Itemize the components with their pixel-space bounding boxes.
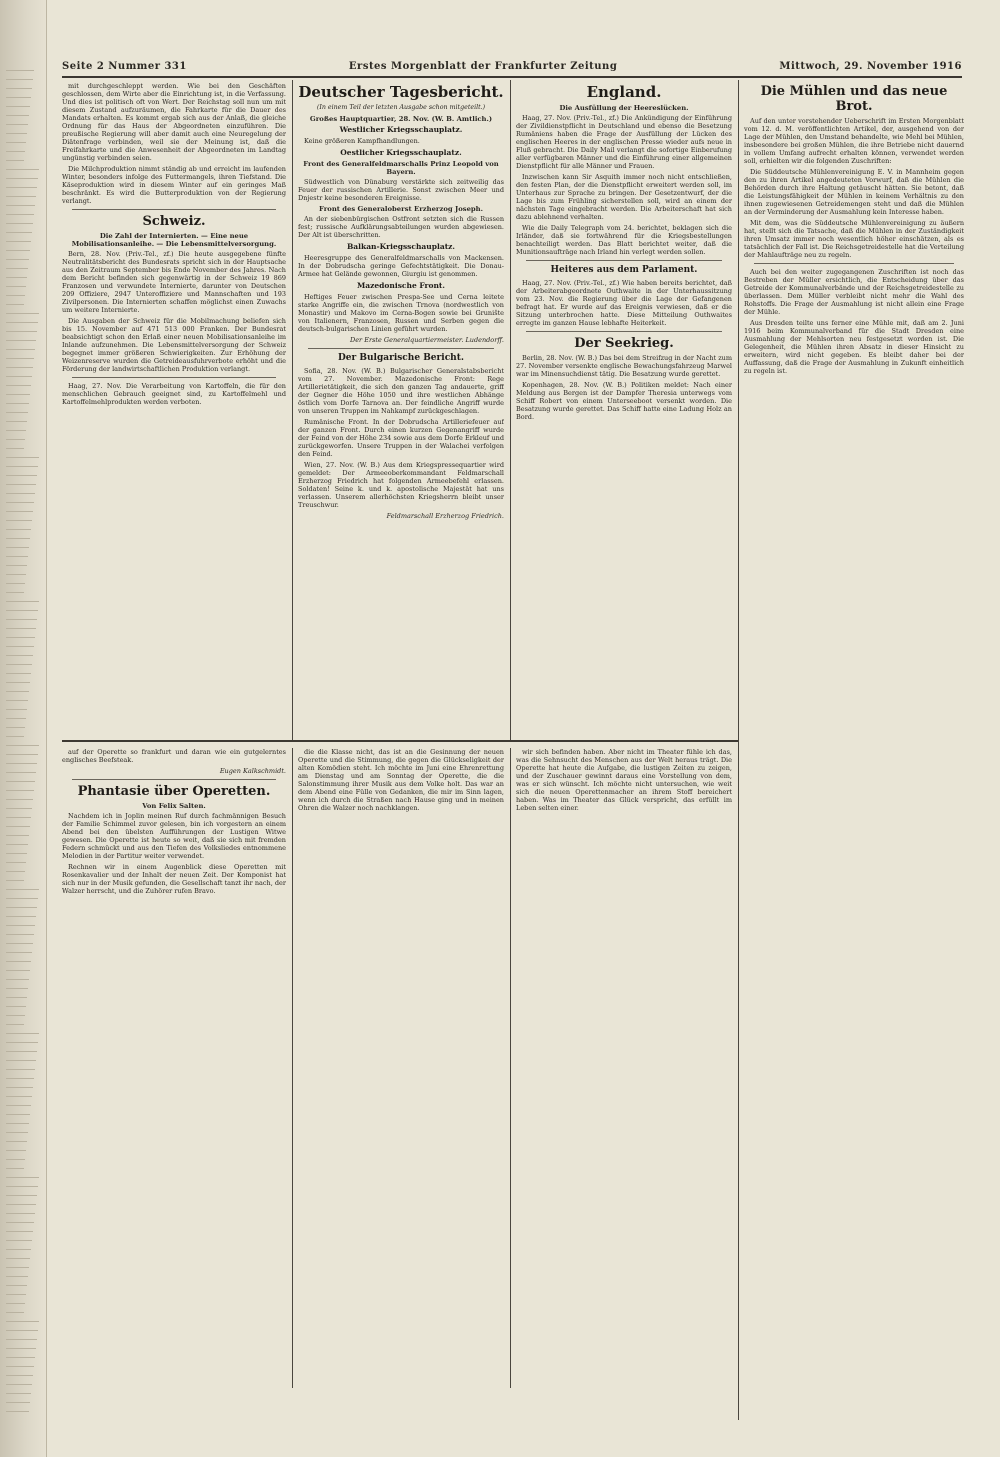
headline-england: England. — [586, 83, 662, 101]
edge-text-line — [6, 1177, 39, 1178]
edge-text-line — [6, 682, 30, 683]
text-england-1: Haag, 27. Nov. (Priv.-Tel., zf.) Die Ankündigung der Einführung der Zivildienstpflicht in Deutschland und ebenso die Besetzung Rumäniens haben die Frage der Ausfüllung der Lücken des englischen Heeres in der englischen Presse wieder aufs neue in Fluß gebracht. Die Daily Mail verlangt die sofortige Einberufung aller verfügbaren Männer und die Einführung einer allgemeinen Dienstpflicht für alle Männer und Frauen. — [516, 114, 732, 170]
text-parlament: Haag, 27. Nov. (Priv.-Tel., zf.) Wie haben bereits berichtet, daß der Arbeiterabgeordnete Outhwaite in der Unterhaussitzung vom 23. Nov. die Regierung über die Lage der Gefangenen befragt hat. Er wurde auf das Ereignis verwiesen, daß er die Sitzung unterbrochen hatte. Diese Mitteilung Outhwaites erregte im ganzen Hause lebhafte Heiterkeit. — [516, 279, 732, 327]
edge-text-line — [6, 1285, 27, 1286]
edge-text-line — [6, 1006, 26, 1007]
edge-text-line — [6, 1150, 26, 1151]
edge-text-line — [6, 1222, 34, 1223]
edge-text-line — [6, 871, 25, 872]
edge-text-line — [6, 925, 35, 926]
author-operetten: Von Felix Salten. — [142, 802, 206, 810]
divider — [72, 377, 276, 378]
feuilleton-rule-2 — [510, 748, 511, 1388]
edge-text-line — [6, 1096, 32, 1097]
edge-text-line — [6, 1060, 36, 1061]
edge-text-line — [6, 1294, 26, 1295]
edge-text-line — [6, 493, 35, 494]
edge-text-line — [6, 1186, 38, 1187]
heading-balkan: Balkan-Kriegsschauplatz. — [346, 242, 456, 251]
feuilleton-rule-1 — [292, 748, 293, 1388]
edge-text-line — [6, 772, 36, 773]
divider — [526, 331, 722, 332]
edge-text-line — [6, 385, 31, 386]
edge-text-line — [6, 844, 28, 845]
heading-east: Oestlicher Kriegsschauplatz. — [340, 148, 462, 157]
divider — [526, 260, 722, 261]
edge-text-line — [6, 610, 38, 611]
edge-text-line — [6, 709, 27, 710]
edge-text-line — [6, 727, 25, 728]
edge-text-line — [6, 1321, 39, 1322]
edge-text-line — [6, 520, 32, 521]
edge-text-line — [6, 1141, 27, 1142]
headline-operetten: Phantasie über Operetten. — [77, 784, 271, 799]
subheading-schweiz: Die Zahl der Internierten. — Eine neue Mobilisationsanleihe. — Die Lebensmittelversorgung. — [71, 232, 277, 248]
edge-text-line — [6, 547, 29, 548]
edge-text-line — [6, 475, 37, 476]
edge-text-line — [6, 700, 28, 701]
edge-text-line — [6, 691, 29, 692]
edge-text-line — [6, 1204, 36, 1205]
edge-text-line — [6, 1339, 37, 1340]
column-3 — [516, 82, 732, 732]
edge-text-line — [6, 142, 26, 143]
text-muehlen-2: Die Süddeutsche Mühlenvereinigung E. V. in Mannheim gegen den zu ihren Artikel angedeuteten Vorwurf, daß die Mühlen die Behörden durch ihre Haltung getäuscht hätten. Sie betont, daß die Leistungsfähigkeit der Mühlen in keinem Verhältnis zu den ihnen zugewiesenen Getreidemengen steht und daß die Mühlen an der Verminderung der Ausmahlung kein Interesse haben. — [744, 168, 964, 216]
edge-text-line — [6, 1384, 32, 1385]
edge-text-line — [6, 511, 33, 512]
text-seekrieg-1: Berlin, 28. Nov. (W. B.) Das bei dem Streifzug in der Nacht zum 27. November versenkte englische Bewachungsfahrzeug Marwel war im Minensuchdienst tätig. Die Besatzung wurde gerettet. — [516, 354, 732, 378]
edge-text-line — [6, 448, 24, 449]
column-1 — [62, 82, 286, 732]
edge-text-line — [6, 1015, 25, 1016]
edge-text-line — [6, 178, 38, 179]
edge-text-line — [6, 1366, 34, 1367]
edge-text-line — [6, 457, 39, 458]
edge-text-line — [6, 538, 30, 539]
edge-text-line — [6, 853, 27, 854]
feuilleton-column-2 — [298, 748, 504, 1388]
masthead-page-number: Seite 2 Nummer 331 — [62, 60, 187, 72]
edge-text-line — [6, 583, 25, 584]
edge-text-line — [6, 466, 38, 467]
column-4 — [744, 82, 964, 1412]
edge-text-line — [6, 529, 31, 530]
article-kartoffel: Haag, 27. Nov. Die Verarbeitung von Kartoffeln, die für den menschlichen Gebrauch geeignet sind, zu Kartoffelmehl und Kartoffelmehlprodukten werden verboten. — [62, 382, 286, 406]
text-mazedonien: Heftiges Feuer zwischen Prespa-See und Cerna leitete starke Angriffe ein, die zwischen Trnova (nordwestlich von Monastir) und Makovo im Cerna-Bogen sowie bei Grunište von Italienern, Franzosen, Russen und Serben gegen die deutsch-bulgarischen Linien geführt wurden. — [298, 293, 504, 333]
signature-friedrich: Feldmarschall Erzherzog Friedrich. — [386, 512, 504, 520]
edge-text-line — [6, 412, 28, 413]
edge-text-line — [6, 1330, 38, 1331]
edge-text-line — [6, 421, 27, 422]
edge-text-line — [6, 151, 25, 152]
headline-muehlen: Die Mühlen und das neue Brot. — [760, 84, 948, 114]
edge-text-line — [6, 565, 27, 566]
column-rule-2 — [510, 80, 511, 740]
edge-text-line — [6, 340, 36, 341]
edge-text-line — [6, 502, 34, 503]
text-rumaenisch: Rumänische Front. In der Dobrudscha Artilleriefeuer auf der ganzen Front. Durch einen kurzen Gegenangriff wurde der Feind von der Höhe 234 sowie aus dem Dorfe Erkleuf und zurückgeworfen. Unsere Truppen in der Walachei verfolgen den Feind. — [298, 418, 504, 458]
edge-text-line — [6, 628, 36, 629]
edge-text-line — [6, 394, 30, 395]
edge-text-line — [6, 439, 25, 440]
note-tagesbericht: (In einem Teil der letzten Ausgabe schon mitgeteilt.) — [316, 104, 486, 111]
edge-text-line — [6, 979, 29, 980]
edge-text-line — [6, 322, 38, 323]
edge-text-line — [6, 223, 33, 224]
divider — [72, 209, 276, 210]
signature-kalkschmidt: Eugen Kalkschmidt. — [219, 767, 286, 775]
edge-text-line — [6, 862, 26, 863]
edge-text-line — [6, 592, 24, 593]
edge-text-line — [6, 349, 35, 350]
edge-text-line — [6, 1159, 25, 1160]
text-muehlen-3: Mit dem, was die Süddeutsche Mühlenvereinigung zu äußern hat, stellt sich die Tatsache, daß die Mühlen in der Zuständigkeit ihren Umsatz immer noch wesentlich höher einschätzen, als es tatsächlich der Fall ist. Die Reichsgetreidestelle hat die Verteilung der Mahlaufträge neu zu regeln. — [744, 219, 964, 259]
article-schweiz-p2: Die Ausgaben der Schweiz für die Mobilmachung beliefen sich bis 15. November auf 471 513 000 Franken. Der Bundesrat beabsichtigt schon den Erlaß einer neuen Mobilisationsanleihe im Inlande aufzunehmen. Die Lebensmittelversorgung der Schweiz begegnet immer größeren Schwierigkeiten. Zur Erhöhung der Weizenreserve wurden die Getreideausfuhrverbote erhöht und die Förderung der landwirtschaftlichen Produktion verlangt. — [62, 317, 286, 373]
edge-text-line — [6, 1078, 34, 1079]
edge-text-line — [6, 169, 39, 170]
edge-text-line — [6, 637, 35, 638]
column-1-lead-text: mit durchgeschleppt werden. Wie bei den Geschäften geschlossen, dem Wirte aber die Einrichtung ist, in die Verfassung. Und dies ist politisch oft von Wert. Der Reichstag soll nun um mit diesem Zustand aufzuräumen, die Fahrkarte für die Dauer des Mandats erhalten. Es kommt ergab sich aus der Anlaß, die gleiche Ordnung für das Haus der Abgeordneten einzuführen. Die preußische Regierung will aber damit auch eine Neuregelung der Diätenfrage verbinden, weil sie der Meinung ist, daß die Freifahrkarte und die Anwesenheit der Abgeordneten im Landtag ungünstig verbinden seien. — [62, 82, 286, 162]
edge-text-line — [6, 970, 30, 971]
feuilleton-column-3 — [516, 748, 732, 1388]
heading-west: Westlicher Kriegsschauplatz. — [339, 125, 463, 134]
edge-text-line — [6, 646, 34, 647]
edge-text-line — [6, 1375, 33, 1376]
edge-text-line — [6, 952, 32, 953]
text-wien: Wien, 27. Nov. (W. B.) Aus dem Kriegspressequartier wird gemeldet: Der Armeeoberkommandant Feldmarschall Erzherzog Friedrich hat folgenden Armeebefehl erlassen. Soldaten! Seine k. und k. apostolische Majestät hat uns verlassen. Unserem allerhöchsten Kriegsherrn bleibt unser Treuschwur. — [298, 461, 504, 509]
edge-text-line — [6, 376, 32, 377]
headline-bulgarisch: Der Bulgarische Bericht. — [337, 353, 465, 363]
edge-text-line — [6, 880, 24, 881]
feuilleton-lead: auf der Operette so frankfurt und daran wie ein gutgelerntes englisches Beefsteak. — [62, 748, 286, 764]
column-rule-3 — [738, 80, 739, 1420]
edge-text-line — [6, 1303, 25, 1304]
edge-text-line — [6, 916, 36, 917]
dateline-hauptquartier: Großes Hauptquartier, 28. Nov. (W. B. Amtlich.) — [309, 115, 493, 123]
edge-text-line — [6, 214, 34, 215]
edge-text-line — [6, 574, 26, 575]
text-operetten-col3: wir sich befinden haben. Aber nicht im Theater fühle ich das, was die Sehnsucht des Menschen aus der Welt heraus trägt. Die Operette hat heute die Aufgabe, die lustigen Zeiten zu zeigen, und der Zuschauer gewinnt daraus eine Vorstellung von dem, was er sich wünscht. Ich möchte nicht untersuchen, wie weit sich die neuen Operettenmacher an ihrem Stoff bereichert haben. Was im Theater das Glück verspricht, das erfüllt im Leben selten einer. — [516, 748, 732, 812]
edge-text-line — [6, 934, 34, 935]
edge-text-line — [6, 430, 26, 431]
divider — [72, 779, 276, 780]
front-joseph: Front des Generaloberst Erzherzog Joseph. — [319, 205, 483, 213]
text-operetten-col2: die die Klasse nicht, das ist an die Gesinnung der neuen Operette und die Stimmung, die gegen die Glückseligkeit der alten Komödien steht. Ich möchte im Juni eine Ehrenrettung am Dienstag und am Sonntag der Operette, die die Salonstimmung ihrer Musik aus dem Volke holt. Das war an dem Abend eine Fülle von Gedanken, die mir im Sinn lagen, wenn ich durch die Straßen nach Hause ging und in meinen Ohren die Walzer noch nachklangen. — [298, 748, 504, 812]
divider — [754, 263, 954, 264]
edge-text-line — [6, 115, 29, 116]
text-east-2: An der siebenbürgischen Ostfront setzten sich die Russen fest; russische Aufklärungsabteilungen wurden abgewiesen. Der Alt ist überschritten. — [298, 215, 504, 239]
edge-text-line — [6, 790, 34, 791]
text-england-3: Wie die Daily Telegraph vom 24. berichtet, beklagen sich die Irländer, daß sie fortwährend für die Kriegsbestellungen benachteiligt werden. Das Blatt berichtet weiter, daß die Munitionsaufträge nach Irland hin verlegt werden sollen. — [516, 224, 732, 256]
edge-text-line — [6, 358, 34, 359]
text-england-2: Inzwischen kann Sir Asquith immer noch nicht entschließen, den festen Plan, der die Dienstpflicht erweitert werden soll, im Unterhaus zur Sprache zu bringen. Der Gesetzentwurf, der die Lage bis zum Frühling sicherstellen soll, wird an einem der nächsten Tage eingebracht werden. Die Arbeiterschaft hat sich dazu ablehnend verhalten. — [516, 173, 732, 221]
edge-text-line — [6, 313, 39, 314]
edge-text-line — [6, 898, 38, 899]
text-east-1: Südwestlich von Dünaburg verstärkte sich zeitweilig das Feuer der russischen Artillerie. Sonst zwischen Meer und Dnjestr keine besonderen Ereignisse. — [298, 178, 504, 202]
text-operetten-1: Nachdem ich in Joplin meinen Ruf durch fachmännigen Besuch der Familie Schimmel zuvor gelesen, bin ich vorgestern an einem Abend bei den übelsten Aufführungen der Lustigen Witwe gewesen. Die Operette ist heute so weit, daß sie sich mit fremden Federn schmückt und aus den Tiefen des Volksliedes entnommene Melodien in der Partitur weiter verwendet. — [62, 812, 286, 860]
edge-text-line — [6, 241, 31, 242]
edge-text-line — [6, 961, 31, 962]
subheading-heereslucken: Die Ausfüllung der Heereslücken. — [559, 104, 689, 112]
edge-text-line — [6, 331, 37, 332]
edge-text-line — [6, 799, 33, 800]
edge-text-line — [6, 1213, 35, 1214]
edge-text-line — [6, 736, 24, 737]
heading-mazedonien: Mazedonische Front. — [356, 281, 446, 290]
edge-text-line — [6, 1348, 36, 1349]
column-rule-1 — [292, 80, 293, 740]
edge-text-line — [6, 484, 36, 485]
edge-text-line — [6, 1051, 37, 1052]
column-2 — [298, 82, 504, 732]
edge-text-line — [6, 295, 25, 296]
edge-text-line — [6, 268, 28, 269]
edge-text-line — [6, 808, 32, 809]
signature-ludendorff: Der Erste Generalquartiermeister. Ludendorff. — [349, 336, 504, 344]
edge-text-line — [6, 124, 28, 125]
text-operetten-2: Rechnen wir in einem Augenblick diese Operetten mit Rosenkavalier und der Inhalt der neuen Zeit. Der Komponist hat sich nur in der Musik gefunden, die Gesellschaft tanzt ihr nach, der Walzer herrscht, und die Zuhörer rufen Bravo. — [62, 863, 286, 895]
edge-text-line — [6, 1267, 29, 1268]
headline-schweiz: Schweiz. — [142, 214, 206, 229]
edge-text-line — [6, 745, 39, 746]
edge-text-line — [6, 1249, 31, 1250]
divider — [308, 348, 494, 349]
edge-text-line — [6, 664, 32, 665]
edge-text-line — [6, 835, 29, 836]
text-seekrieg-2: Kopenhagen, 28. Nov. (W. B.) Politiken meldet: Nach einer Meldung aus Bergen ist der Dampfer Theresia unterwegs vom Schiff Robert von einem Unterseeboot versenkt worden. Die Besatzung wurde gerettet. Das Schiff hatte eine Ladung Holz an Bord. — [516, 381, 732, 421]
edge-text-line — [6, 106, 30, 107]
edge-text-line — [6, 250, 30, 251]
text-muehlen-5: Aus Dresden teilte uns ferner eine Mühle mit, daß am 2. Juni 1916 beim Kommunalverband für die Stadt Dresden eine Ausmahlung der Mehlsorten neu festgesetzt worden ist. Die Gelegenheit, die Mühlen ihren Absatz in dieser Hinsicht zu erweitern, wird nicht gegeben. Es bleibt daher bei der Auffassung, daß die Frage der Ausmahlung in Zukunft einheitlich zu regeln ist. — [744, 319, 964, 375]
edge-text-line — [6, 205, 35, 206]
edge-text-line — [6, 718, 26, 719]
edge-text-line — [6, 763, 37, 764]
masthead-title: Erstes Morgenblatt der Frankfurter Zeitung — [348, 60, 618, 72]
masthead-date: Mittwoch, 29. November 1916 — [779, 60, 962, 72]
edge-text-line — [6, 1357, 35, 1358]
edge-text-line — [6, 889, 39, 890]
edge-text-line — [6, 1042, 38, 1043]
edge-text-line — [6, 259, 29, 260]
edge-text-line — [6, 1024, 24, 1025]
edge-text-line — [6, 943, 33, 944]
edge-text-line — [6, 1114, 30, 1115]
headline-parlament: Heiteres aus dem Parlament. — [550, 265, 698, 275]
text-bulgarisch: Sofia, 28. Nov. (W. B.) Bulgarischer Generalstabsbericht vom 27. November. Mazedonische Front: Rege Artillerietätigkeit, die sich den ganzen Tag andauerte, griff der Gegner die Höhe 1050 und ihre westlichen Abhänge östlich vom Dorfe Tarnova an. Der feindliche Angriff wurde von unseren Truppen im Nahkampf zurückgeschlagen. — [298, 367, 504, 415]
edge-text-line — [6, 817, 31, 818]
edge-text-line — [6, 187, 37, 188]
edge-text-line — [6, 1123, 29, 1124]
edge-text-line — [6, 1195, 37, 1196]
edge-text-line — [6, 1105, 31, 1106]
masthead — [62, 56, 962, 78]
previous-page-edge — [0, 0, 47, 1457]
edge-text-line — [6, 1087, 33, 1088]
edge-text-line — [6, 133, 27, 134]
edge-text-line — [6, 601, 39, 602]
edge-text-line — [6, 1276, 28, 1277]
edge-text-line — [6, 673, 31, 674]
text-west: Keine größeren Kampfhandlungen. — [304, 137, 420, 145]
edge-text-line — [6, 1231, 33, 1232]
edge-text-line — [6, 655, 33, 656]
edge-text-line — [6, 1402, 30, 1403]
text-muehlen-4: Auch bei den weiter zugegangenen Zuschriften ist noch das Bestreben der Müller ersichtlich, die Entscheidung über das Getreide der Kommunalverbände und der Reichsgetreidestelle zu überlassen. Dem Müller verbleibt nicht mehr die Wahl des Rohstoffs. Die Frage der Ausmahlung ist nicht allein eine Frage der Mühle. — [744, 268, 964, 316]
edge-text-line — [6, 277, 27, 278]
edge-text-line — [6, 79, 33, 80]
edge-text-line — [6, 754, 38, 755]
edge-text-line — [6, 826, 30, 827]
edge-text-line — [6, 196, 36, 197]
column-1-lead-text-cont: Die Milchproduktion nimmt ständig ab und erreicht im laufenden Winter, besonders infolge des Futtermangels, ihren Tiefstand. Die Käseproduktion wird in diesem Winter auf ein geringes Maß beschränkt. Es wird die Butterproduktion von der Regierung verlangt. — [62, 165, 286, 205]
edge-text-line — [6, 1258, 30, 1259]
headline-tagesbericht: Deutscher Tagesbericht. — [298, 83, 504, 101]
text-balkan: Heeresgruppe des Generalfeldmarschalls von Mackensen. In der Dobrudscha geringe Gefechtstätigkeit. Die Donau-Armee hat Gelände gewonnen, Giurgiu ist genommen. — [298, 254, 504, 278]
headline-seekrieg: Der Seekrieg. — [574, 336, 674, 351]
edge-text-line — [6, 781, 35, 782]
edge-text-line — [6, 556, 28, 557]
edge-text-line — [6, 988, 28, 989]
edge-text-line — [6, 70, 34, 71]
edge-text-line — [6, 403, 29, 404]
edge-text-line — [6, 88, 32, 89]
article-schweiz-p1: Bern, 28. Nov. (Priv.-Tel., zf.) Die heute ausgegebene fünfte Neutralitätsbericht des Bundesrats spricht sich in der Hauptsache aus den Zeitraum September bis Ende November des Jahres. Nach dem Bericht befinden sich gegenwärtig in der Schweiz 19 869 Franzosen und verwundete Internierte, darunter von Deutschen 209 Offiziere, 2947 Unteroffiziere und Mannschaften und 193 Zivilpersonen. Die Internierten schaffen möglichst einen Zuwachs um weitere Internierte. — [62, 250, 286, 314]
text-muehlen-1: Auf den unter vorstehender Ueberschrift im Ersten Morgenblatt vom 12. d. M. veröffentlichten Artikel, der, ausgehend von der Lage der Mühlen, den Umstand behandelte, wie Mehl bei Mühlen, insbesondere bei großen Mühlen, die ihre Betriebe nicht dauernd in vollem Umfang aufrecht erhalten können, verwendet werden soll, erhielten wir die folgenden Zuschriften: — [744, 117, 964, 165]
edge-text-line — [6, 304, 24, 305]
edge-text-line — [6, 1393, 31, 1394]
edge-text-line — [6, 1033, 39, 1034]
edge-text-line — [6, 1411, 29, 1412]
edge-text-line — [6, 367, 33, 368]
edge-text-line — [6, 286, 26, 287]
edge-text-line — [6, 1240, 32, 1241]
edge-text-line — [6, 97, 31, 98]
edge-text-line — [6, 1132, 28, 1133]
edge-text-line — [6, 160, 24, 161]
edge-text-line — [6, 1168, 24, 1169]
edge-text-line — [6, 619, 37, 620]
edge-text-line — [6, 232, 32, 233]
edge-text-line — [6, 1069, 35, 1070]
feuilleton-column-1 — [62, 748, 286, 1368]
edge-text-line — [6, 907, 37, 908]
edge-text-line — [6, 997, 27, 998]
front-leopold: Front des Generalfeldmarschalls Prinz Leopold von Bayern. — [303, 160, 499, 176]
edge-text-line — [6, 1312, 24, 1313]
feuilleton-separator — [62, 740, 738, 742]
